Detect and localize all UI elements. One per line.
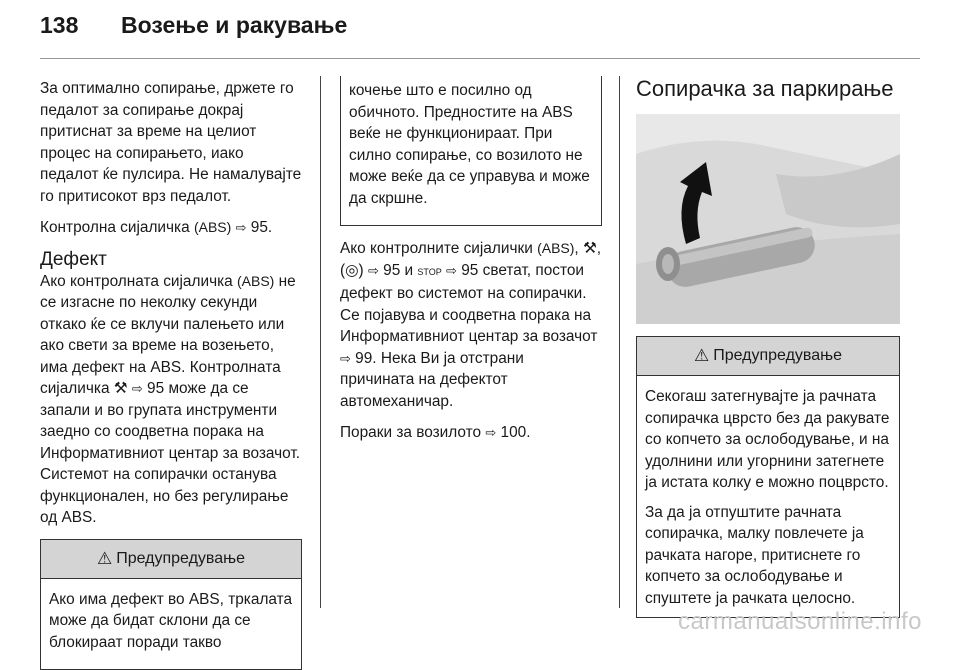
- warning-body: Ако има дефект во ABS, тркалата може да бидат склони да се блокираат поради такво: [41, 579, 301, 670]
- parking-brake-photo: [636, 114, 900, 324]
- paragraph: Пораки за возилото ⇨ 100.: [340, 422, 602, 444]
- brake-warning-icon: (◎): [340, 262, 364, 279]
- column-1: [40, 78, 302, 670]
- section-title: Сопирачка за паркирање: [636, 76, 900, 102]
- abs-warning-icon: (ABS): [537, 240, 574, 256]
- page-ref-arrow-icon: ⇨: [132, 381, 143, 396]
- section-title: Дефект: [40, 249, 302, 271]
- warning-triangle-icon: ⚠: [694, 345, 709, 367]
- warning-box-continued: [340, 76, 602, 226]
- paragraph: Ако контролната сијаличка (ABS) не се изгасне по неколку секунди откако ќе се вклучи палењето или ако свети за време на возењето, има дефект на ABS. Контролната сијаличка ⚒ ⇨ 95 може да се запали и во групата инструменти заедно со соодветна порака на Информативниот центар за возачот. Системот на сопирачки останува функционален, но без регулирање од ABS.: [40, 271, 302, 529]
- stop-icon: STOP: [417, 267, 441, 277]
- column-divider: [619, 76, 620, 608]
- page-ref-arrow-icon: ⇨: [368, 263, 379, 278]
- paragraph: Контролна сијаличка (ABS) ⇨ 95.: [40, 217, 302, 239]
- page-ref-arrow-icon: ⇨: [446, 263, 457, 278]
- page-ref-arrow-icon: ⇨: [340, 351, 351, 366]
- page-number: 138: [40, 12, 78, 39]
- wrench-icon: ⚒: [114, 380, 128, 397]
- paragraph: За оптимално сопирање, држете го педалот за сопирање докрај притиснат за време на целиот процес на сопирањето, иако педалот ќе пулсира. Не намалувајте го притисокот врз педалот.: [40, 78, 302, 207]
- column-2: [340, 76, 602, 454]
- column-3: [636, 76, 900, 618]
- warning-triangle-icon: ⚠: [97, 548, 112, 570]
- abs-warning-icon: (ABS): [237, 273, 274, 289]
- warning-box: [636, 336, 900, 618]
- page-header: [40, 12, 920, 52]
- watermark: carmanualsonline.info: [678, 608, 922, 636]
- wrench-icon: ⚒: [583, 240, 597, 257]
- page-ref-arrow-icon: ⇨: [236, 220, 247, 235]
- abs-warning-icon: (ABS): [194, 219, 231, 235]
- paragraph: Ако контролните сијалички (ABS), ⚒, (◎) ⇨ 95 и STOP ⇨ 95 светат, постои дефект во системот на сопирачки. Се појавува и соодветна порака на Информативниот центар за возачот ⇨ 99. Нека Ви ја отстрани причината на дефектот автомеханичар.: [340, 238, 602, 412]
- parking-brake-illustration: [636, 114, 900, 324]
- chapter-title: Возење и ракување: [121, 12, 347, 39]
- header-rule: [40, 58, 920, 59]
- column-divider: [320, 76, 321, 608]
- warning-body: кочење што е посилно од обичното. Предностите на ABS веќе не функционираат. При силно сопирање, со возилото не може веќе да се управува и може да скршне.: [341, 76, 601, 225]
- page-ref-arrow-icon: ⇨: [485, 425, 496, 440]
- warning-box: [40, 539, 302, 670]
- warning-body: Секогаш затегнувајте ја рачната сопирачка цврсто без да ракувате со копчето за ослободување, и на удолнини или угорнини затегнете ја истата колку е можно поцврсто. За да ја отпуштите рачната сопирачка, малку повлечете ја рачката нагоре, притиснете го копчето за ослободување и спуштете ја рачката целосно.: [637, 376, 899, 617]
- warning-header: ⚠ Предупредување: [41, 540, 301, 579]
- warning-header: ⚠ Предупредување: [637, 337, 899, 376]
